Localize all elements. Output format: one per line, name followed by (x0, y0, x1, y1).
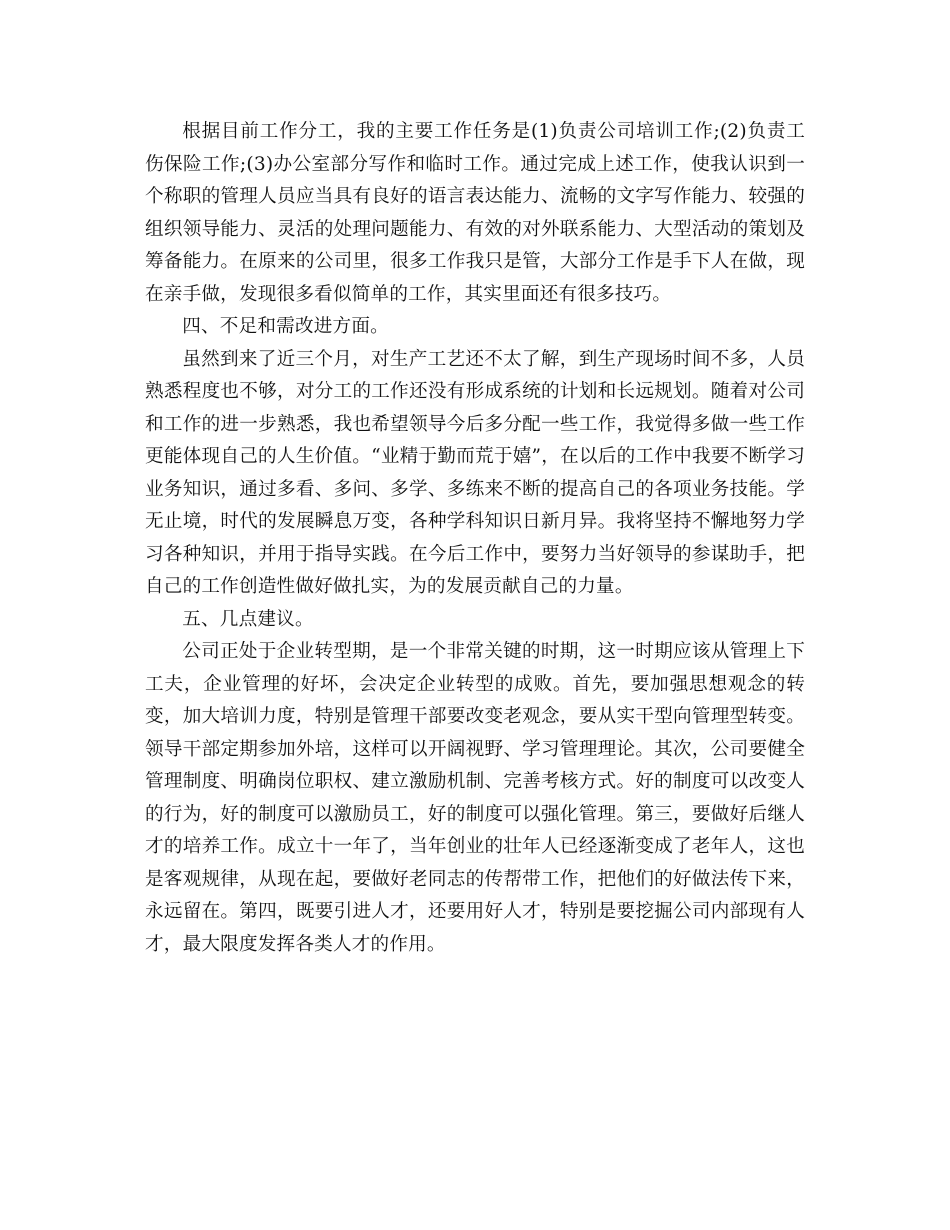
document-body (145, 116, 805, 961)
paragraph-suggestions: 公司正处于企业转型期，是一个非常关键的时期，这一时期应该从管理上下工夫，企业管理的好坏，会决定企业转型的成败。首先，要加强思想观念的转变，加大培训力度，特别是管理干部要改变老观念，要从实干型向管理型转变。领导干部定期参加外培，这样可以开阔视野、学习管理理论。其次，公司要健全管理制度、明确岗位职权、建立激励机制、完善考核方式。好的制度可以改变人的行为，好的制度可以激励员工，好的制度可以强化管理。第三，要做好后继人才的培养工作。成立十一年了，当年创业的壮年人已经逐渐变成了老年人，这也是客观规律，从现在起，要做好老同志的传帮带工作，把他们的好做法传下来，永远留在。第四，既要引进人才，还要用好人才，特别是要挖掘公司内部现有人才，最大限度发挥各类人才的作用。 (145, 641, 805, 955)
section-heading-suggestions: 五、几点建议。 (182, 608, 314, 630)
section-heading-shortcomings: 四、不足和需改进方面。 (182, 316, 389, 337)
paragraph-work-tasks: 根据目前工作分工，我的主要工作任务是(1)负责公司培训工作;(2)负责工伤保险工作;(3)办公室部分写作和临时工作。通过完成上述工作，使我认识到一个称职的管理人员应当具有良好的语言表达能力、流畅的文字写作能力、较强的组织领导能力、灵活的处理问题能力、有效的对外联系能力、大型活动的策划及筹备能力。在原来的公司里，很多工作我只是管，大部分工作是手下人在做，现在亲手做，发现很多看似简单的工作，其实里面还有很多技巧。 (145, 121, 805, 305)
paragraph-shortcomings: 虽然到来了近三个月，对生产工艺还不太了解，到生产现场时间不多，人员熟悉程度也不够，对分工的工作还没有形成系统的计划和长远规划。随着对公司和工作的进一步熟悉，我也希望领导今后多分配一些工作，我觉得多做一些工作更能体现自己的人生价值。“业精于勤而荒于嬉”，在以后的工作中我要不断学习业务知识，通过多看、多问、多学、多练来不断的提高自己的各项业务技能。学无止境，时代的发展瞬息万变，各种学科知识日新月异。我将坚持不懈地努力学习各种知识，并用于指导实践。在今后工作中，要努力当好领导的参谋助手，把自己的工作创造性做好做扎实，为的发展贡献自己的力量。 (145, 348, 805, 597)
